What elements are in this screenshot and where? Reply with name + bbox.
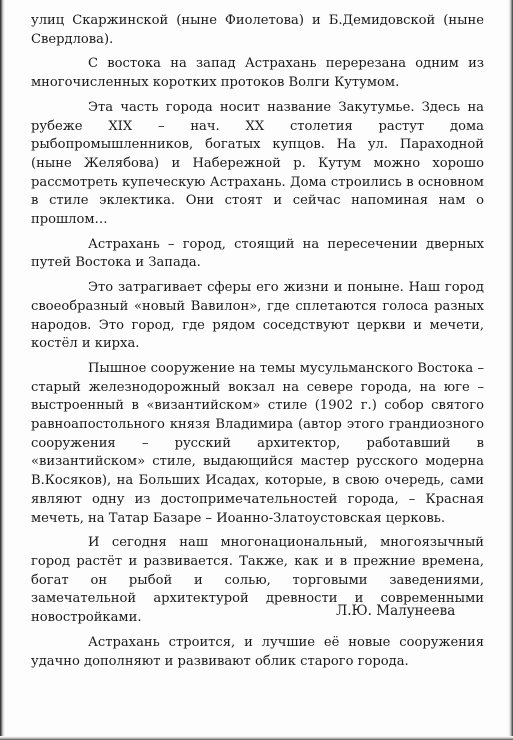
paragraph-building: Астрахань строится, и лучшие её новые сооружения удачно дополняют и развивают облик старого города. <box>31 634 484 669</box>
paragraph-kutum: С востока на запад Астрахань перерезана одним из многочисленных коротких протоков Волги Кутумом. <box>31 56 484 91</box>
paragraph-continuation: улиц Скаржинской (ныне Фиолетова) и Б.Демидовской (ныне Свердлова). <box>31 13 484 47</box>
paragraph-babylon: Это затрагивает сферы его жизни и поныне. Наш город своеобразный «новый Вавилон», где сплетаются голоса разных народов. Это город, где рядом соседствуют церкви и мечети, костёл и кирха. <box>31 280 484 352</box>
paragraph-architecture: Пышное сооружение на темы мусульманского Востока – старый железнодорожный вокзал на севере города, на юге – выстроенный в «византийском» стиле (1902 г.) собор святого равноапостольного князя Владимира (автор этого грандиозного сооружения – русский архитектор, работавший в «византийском» стиле, выдающийся мастер русского модерна В.Косяков), на Больших Исадах, которые, в свою очередь, сами являют одну из достопримечательностей города, – Красная мечеть, на Татар Базаре – Иоанно-Златоустовская церковь. <box>31 360 484 526</box>
paragraph-zakutumye: Эта часть города носит название Закутумье. Здесь на рубеже XIX – нач. XX столетия растут дома рыбопромышленников, богатых купцов. На ул. Параходной (ныне Желябова) и Набережной р. Кутум можно хорошо рассмотреть купеческую Астрахань. Дома строились в основном в стиле эклектика. Они стоят и сейчас напоминая нам о прошлом… <box>31 99 484 228</box>
document-body <box>31 12 484 671</box>
page-edge-left <box>0 0 5 740</box>
paragraph-crossroads: Астрахань – город, стоящий на пересечении дверных путей Востока и Запада. <box>31 236 484 271</box>
page-edge-right <box>508 0 513 740</box>
paragraph-today: И сегодня наш многонациональный, многоязычный город растёт и развивается. Также, как и в прежние времена, богат он рыбой и солью, торговыми заведениями, замечательной архитектурой древности и современными новостройками. <box>31 535 484 626</box>
page-edge-bottom <box>0 736 513 740</box>
author-signature: Л.Ю. Малунеева <box>336 603 456 619</box>
